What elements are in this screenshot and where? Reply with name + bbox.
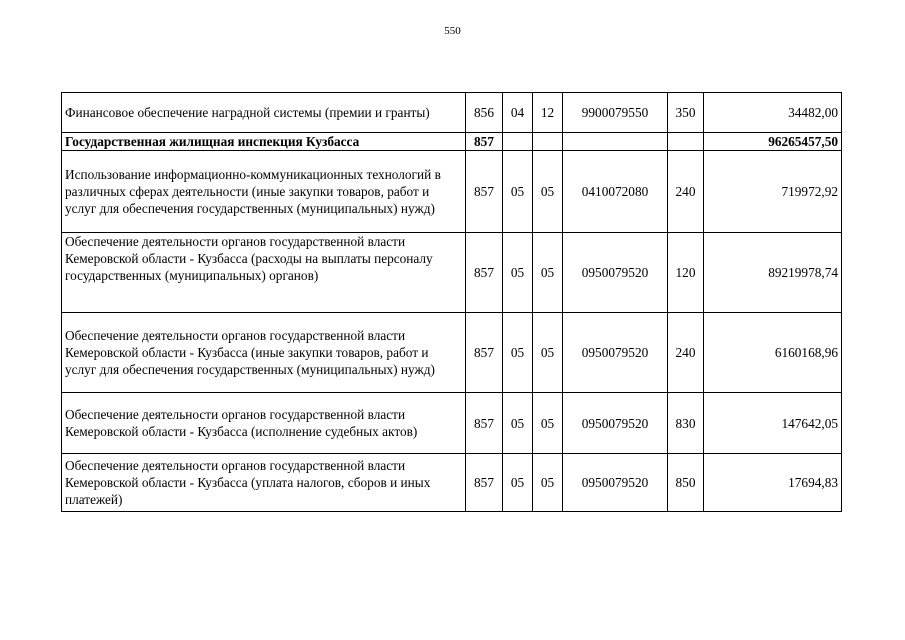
- table-row: [62, 93, 842, 133]
- target-code: 9900079550: [563, 93, 668, 133]
- row-name: Государственная жилищная инспекция Кузбасса: [62, 133, 466, 151]
- expense-type-code: 830: [668, 393, 704, 454]
- page-number: 550: [444, 25, 461, 37]
- table-row: [62, 454, 842, 512]
- amount: 89219978,74: [704, 233, 842, 313]
- row-name: Обеспечение деятельности органов государственной власти Кемеровской области - Кузбасса (иные закупки товаров, работ и услуг для обеспечения государственных (муниципальных) нужд): [62, 313, 466, 393]
- expense-type-code: [668, 133, 704, 151]
- amount: 17694,83: [704, 454, 842, 512]
- ministry-code: 857: [466, 151, 503, 233]
- row-name: Использование информационно-коммуникационных технологий в различных сферах деятельности (иные закупки товаров, работ и услуг для обеспечения государственных (муниципальных) нужд): [62, 151, 466, 233]
- section-code: 05: [503, 233, 533, 313]
- subsection-code: [533, 133, 563, 151]
- subsection-code: 05: [533, 233, 563, 313]
- amount: 719972,92: [704, 151, 842, 233]
- subsection-code: 05: [533, 393, 563, 454]
- expense-type-code: 350: [668, 93, 704, 133]
- row-name: Обеспечение деятельности органов государственной власти Кемеровской области - Кузбасса (исполнение судебных актов): [62, 393, 466, 454]
- expense-type-code: 240: [668, 313, 704, 393]
- expense-type-code: 120: [668, 233, 704, 313]
- ministry-code: 857: [466, 393, 503, 454]
- subsection-code: 05: [533, 151, 563, 233]
- subsection-code: 05: [533, 313, 563, 393]
- section-code: 05: [503, 393, 533, 454]
- expense-type-code: 240: [668, 151, 704, 233]
- subsection-code: 05: [533, 454, 563, 512]
- target-code: [563, 133, 668, 151]
- table-row: [62, 233, 842, 313]
- amount: 34482,00: [704, 93, 842, 133]
- table-row: [62, 151, 842, 233]
- ministry-code: 857: [466, 133, 503, 151]
- target-code: 0950079520: [563, 233, 668, 313]
- ministry-code: 857: [466, 454, 503, 512]
- table-row: [62, 133, 842, 151]
- amount: 6160168,96: [704, 313, 842, 393]
- row-name: Обеспечение деятельности органов государственной власти Кемеровской области - Кузбасса (расходы на выплаты персоналу государственных (муниципальных) органов): [62, 233, 466, 313]
- amount: 96265457,50: [704, 133, 842, 151]
- expense-type-code: 850: [668, 454, 704, 512]
- section-code: 05: [503, 313, 533, 393]
- ministry-code: 857: [466, 313, 503, 393]
- row-name: Финансовое обеспечение наградной системы (премии и гранты): [62, 93, 466, 133]
- table-row: [62, 313, 842, 393]
- amount: 147642,05: [704, 393, 842, 454]
- ministry-code: 856: [466, 93, 503, 133]
- target-code: 0950079520: [563, 313, 668, 393]
- target-code: 0950079520: [563, 393, 668, 454]
- budget-table: [61, 92, 842, 512]
- section-code: 05: [503, 454, 533, 512]
- section-code: 04: [503, 93, 533, 133]
- table-row: [62, 393, 842, 454]
- ministry-code: 857: [466, 233, 503, 313]
- target-code: 0410072080: [563, 151, 668, 233]
- section-code: [503, 133, 533, 151]
- section-code: 05: [503, 151, 533, 233]
- row-name: Обеспечение деятельности органов государственной власти Кемеровской области - Кузбасса (уплата налогов, сборов и иных платежей): [62, 454, 466, 512]
- subsection-code: 12: [533, 93, 563, 133]
- target-code: 0950079520: [563, 454, 668, 512]
